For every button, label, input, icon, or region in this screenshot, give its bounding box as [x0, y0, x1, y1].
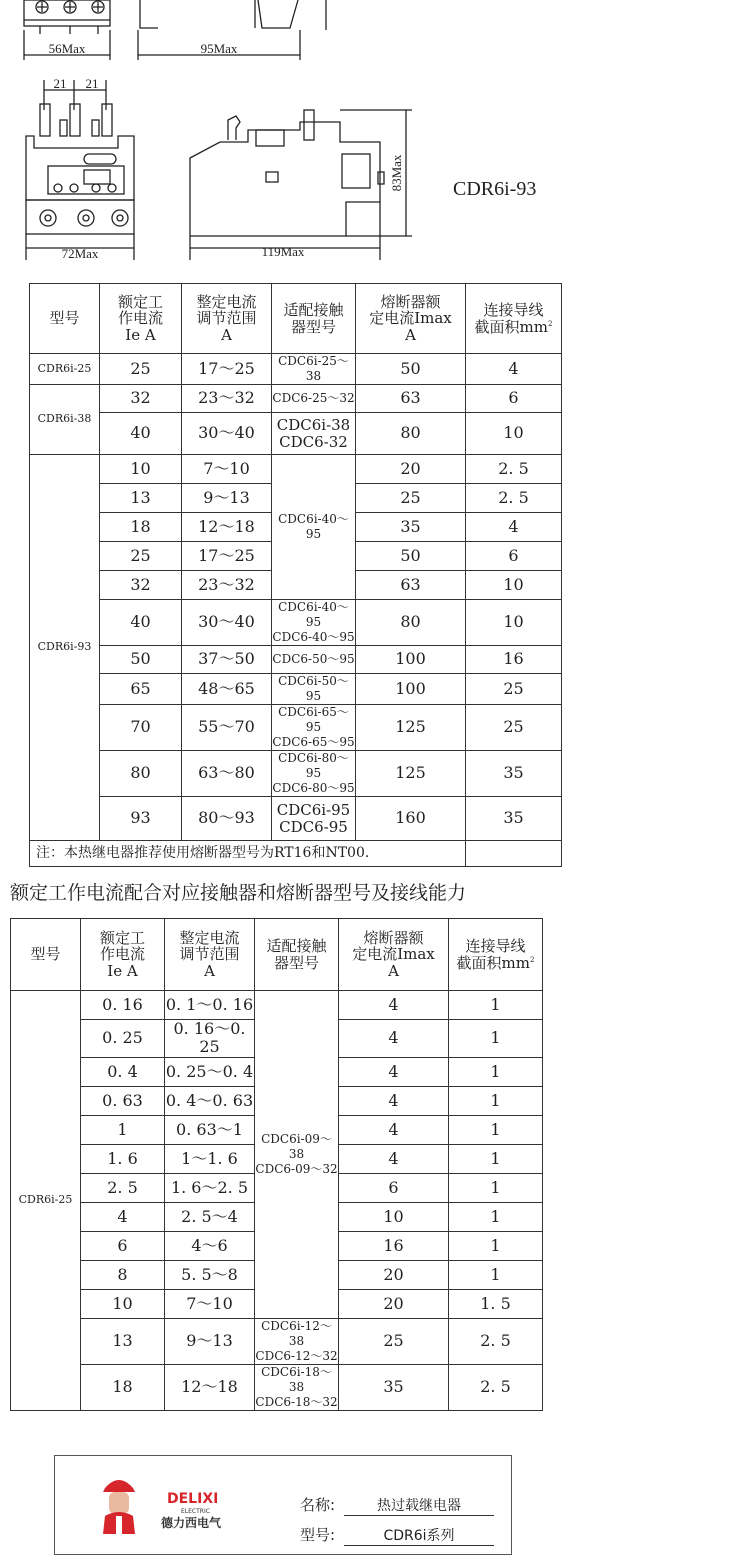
fuse-cell: 80 [356, 600, 466, 646]
range-cell: 17～25 [182, 354, 272, 385]
fuse-cell: 4 [339, 1115, 449, 1144]
wire-cell: 2. 5 [449, 1364, 543, 1410]
fuse-cell: 10 [339, 1202, 449, 1231]
ie-cell: 25 [100, 542, 182, 571]
ie-cell: 80 [100, 751, 182, 797]
wire-cell: 25 [466, 674, 562, 705]
brand-cn: 德力西电气 [161, 1516, 222, 1530]
table-header-row [30, 284, 562, 354]
wire-cell: 1 [449, 1115, 543, 1144]
range-cell: 1～1. 6 [165, 1144, 255, 1173]
spec-table-main [29, 283, 562, 867]
ie-cell: 1 [81, 1115, 165, 1144]
range-cell: 55～70 [182, 705, 272, 751]
header-rated-current: 额定工 作电流 Ie A [81, 919, 165, 991]
card-name-value: 热过载继电器 [344, 1495, 494, 1516]
wire-cell: 2. 5 [466, 455, 562, 484]
ie-cell: 8 [81, 1260, 165, 1289]
range-cell: 17～25 [182, 542, 272, 571]
wire-cell: 6 [466, 385, 562, 413]
fuse-cell: 20 [356, 455, 466, 484]
range-cell: 30～40 [182, 600, 272, 646]
table-row [30, 455, 562, 484]
wire-cell: 1 [449, 1231, 543, 1260]
ie-cell: 0. 63 [81, 1086, 165, 1115]
range-cell: 9～13 [165, 1318, 255, 1364]
fuse-cell: 100 [356, 646, 466, 674]
fuse-cell: 6 [339, 1173, 449, 1202]
fuse-cell: 35 [339, 1364, 449, 1410]
pitch-label-2: 21 [85, 76, 99, 91]
cdr93-depth-label: 119Max [261, 244, 305, 259]
top-dimension-drawing [0, 0, 750, 70]
wire-cell: 4 [466, 354, 562, 385]
wire-cell: 1 [449, 1173, 543, 1202]
card-name-row [300, 1494, 494, 1516]
ie-cell: 13 [100, 484, 182, 513]
fuse-cell: 35 [356, 513, 466, 542]
ie-cell: 32 [100, 571, 182, 600]
table-row [30, 385, 562, 413]
fuse-cell: 100 [356, 674, 466, 705]
range-cell: 80～93 [182, 797, 272, 841]
wire-cell: 1 [449, 1202, 543, 1231]
range-cell: 0. 25～0. 4 [165, 1057, 255, 1086]
header-fuse: 熔断器额 定电流Imax A [356, 284, 466, 354]
ie-cell: 50 [100, 646, 182, 674]
range-cell: 9～13 [182, 484, 272, 513]
ie-cell: 10 [81, 1289, 165, 1318]
wire-cell: 1 [449, 1057, 543, 1086]
wire-cell: 16 [466, 646, 562, 674]
table-row [30, 354, 562, 385]
ie-cell: 40 [100, 600, 182, 646]
wire-cell: 2. 5 [466, 484, 562, 513]
table-row [30, 600, 562, 646]
empty-cell [466, 841, 562, 867]
contactor-cell: CDC6i-25～38 [272, 354, 356, 385]
fuse-cell: 125 [356, 751, 466, 797]
header-model: 型号 [30, 284, 100, 354]
fuse-cell: 25 [339, 1318, 449, 1364]
fuse-cell: 63 [356, 385, 466, 413]
fuse-cell: 63 [356, 571, 466, 600]
contactor-cell: CDC6i-38 CDC6-32 [272, 413, 356, 455]
contactor-cell: CDC6i-80～95 CDC6-80～95 [272, 751, 355, 795]
header-rated-current: 额定工 作电流 Ie A [100, 284, 182, 354]
contactor-cell: CDC6i-18～38 CDC6-18～32 [255, 1364, 338, 1409]
wire-cell: 6 [466, 542, 562, 571]
wire-cell: 35 [466, 797, 562, 841]
range-cell: 23～32 [182, 385, 272, 413]
fuse-cell: 25 [356, 484, 466, 513]
contactor-cell: CDC6-50～95 [272, 646, 356, 674]
cdr93-height-label: 83Max [389, 154, 404, 192]
range-cell: 7～10 [165, 1289, 255, 1318]
ie-cell: 25 [100, 354, 182, 385]
table-note-row [30, 841, 562, 867]
ie-cell: 6 [81, 1231, 165, 1260]
range-cell: 2. 5～4 [165, 1202, 255, 1231]
table-row [30, 413, 562, 455]
range-cell: 0. 63～1 [165, 1115, 255, 1144]
ie-cell: 93 [100, 797, 182, 841]
wire-cell: 10 [466, 413, 562, 455]
header-model: 型号 [11, 919, 81, 991]
fuse-cell: 50 [356, 354, 466, 385]
ie-cell: 70 [100, 705, 182, 751]
ie-cell: 2. 5 [81, 1173, 165, 1202]
ie-cell: 10 [100, 455, 182, 484]
contactor-cell: CDC6i-09～38 CDC6-09～32 [255, 991, 339, 1319]
wire-cell: 35 [466, 751, 562, 797]
ie-cell: 0. 16 [81, 991, 165, 1020]
range-cell: 0. 1～0. 16 [165, 991, 255, 1020]
contactor-cell: CDC6i-40～95 CDC6-40～95 [272, 600, 355, 644]
header-contactor: 适配接触 器型号 [255, 919, 339, 991]
wire-cell: 10 [466, 571, 562, 600]
contactor-cell: CDC6i-50～95 [272, 674, 356, 705]
cdr93-width-label: 72Max [61, 246, 99, 261]
spec-table-cdr6i-25 [10, 918, 543, 1411]
wire-cell: 2. 5 [449, 1318, 543, 1364]
ie-cell: 32 [100, 385, 182, 413]
fuse-cell: 4 [339, 1086, 449, 1115]
fuse-cell: 4 [339, 991, 449, 1020]
ie-cell: 0. 25 [81, 1020, 165, 1058]
table-header-row [11, 919, 543, 991]
contactor-cell: CDC6i-65～95 CDC6-65～95 [272, 705, 355, 749]
ie-cell: 0. 4 [81, 1057, 165, 1086]
range-cell: 48～65 [182, 674, 272, 705]
product-label-card [54, 1455, 512, 1555]
wire-cell: 1 [449, 1260, 543, 1289]
top-depth-label: 95Max [200, 41, 238, 56]
fuse-cell: 20 [339, 1289, 449, 1318]
pitch-label-1: 21 [53, 76, 67, 91]
table-row [11, 1364, 543, 1410]
model-cell: CDR6i-93 [30, 455, 100, 841]
header-fuse: 熔断器额 定电流Imax A [339, 919, 449, 991]
ie-cell: 1. 6 [81, 1144, 165, 1173]
wire-cell: 25 [466, 705, 562, 751]
card-model-value: CDR6i系列 [344, 1525, 494, 1546]
table-note: 注：本热继电器推荐使用熔断器型号为RT16和NT00. [30, 841, 466, 867]
fuse-cell: 160 [356, 797, 466, 841]
header-wire: 连接导线 截面积$mm^2$ [466, 284, 562, 354]
fuse-cell: 20 [339, 1260, 449, 1289]
table-row [30, 705, 562, 751]
model-cell: CDR6i-25 [11, 991, 81, 1411]
worker-logo-icon [99, 1470, 139, 1534]
range-cell: 0. 4～0. 63 [165, 1086, 255, 1115]
ie-cell: 40 [100, 413, 182, 455]
table-row [30, 751, 562, 797]
wire-cell: 1 [449, 1086, 543, 1115]
range-cell: 1. 6～2. 5 [165, 1173, 255, 1202]
range-cell: 0. 16～0. 25 [165, 1020, 255, 1058]
ie-cell: 18 [100, 513, 182, 542]
cdr93-model-label: CDR6i-93 [453, 178, 537, 200]
contactor-cell: CDC6i-95 CDC6-95 [272, 797, 356, 841]
card-model-key: 型号: [300, 1526, 336, 1544]
range-cell: 4～6 [165, 1231, 255, 1260]
table-row [30, 797, 562, 841]
range-cell: 12～18 [182, 513, 272, 542]
fuse-cell: 4 [339, 1020, 449, 1058]
range-cell: 30～40 [182, 413, 272, 455]
model-cell: CDR6i-38 [30, 385, 100, 455]
range-cell: 63～80 [182, 751, 272, 797]
table-row [11, 991, 543, 1020]
ie-cell: 13 [81, 1318, 165, 1364]
fuse-cell: 4 [339, 1144, 449, 1173]
ie-cell: 4 [81, 1202, 165, 1231]
wire-cell: 10 [466, 600, 562, 646]
ie-cell: 65 [100, 674, 182, 705]
table-row [30, 646, 562, 674]
brand-sub: ELECTRIC [181, 1508, 210, 1515]
wire-cell: 1. 5 [449, 1289, 543, 1318]
wire-cell: 1 [449, 1020, 543, 1058]
card-model-row [300, 1524, 494, 1546]
wire-cell: 4 [466, 513, 562, 542]
range-cell: 7～10 [182, 455, 272, 484]
contactor-cell: CDC6i-40～95 [272, 455, 356, 600]
range-cell: 37～50 [182, 646, 272, 674]
header-wire: 连接导线 截面积$mm^2$ [449, 919, 543, 991]
card-name-key: 名称: [300, 1496, 336, 1514]
fuse-cell: 50 [356, 542, 466, 571]
contactor-cell: CDC6-25～32 [272, 385, 356, 413]
fuse-cell: 4 [339, 1057, 449, 1086]
fuse-cell: 16 [339, 1231, 449, 1260]
range-cell: 5. 5～8 [165, 1260, 255, 1289]
contactor-cell: CDC6i-12～38 CDC6-12～32 [255, 1318, 338, 1363]
fuse-cell: 125 [356, 705, 466, 751]
table-row [30, 674, 562, 705]
wire-cell: 1 [449, 1144, 543, 1173]
top-width-label: 56Max [48, 41, 86, 56]
table-row [11, 1318, 543, 1364]
header-setting-range: 整定电流 调节范围 A [182, 284, 272, 354]
ie-cell: 18 [81, 1364, 165, 1410]
fuse-cell: 80 [356, 413, 466, 455]
section-heading: 额定工作电流配合对应接触器和熔断器型号及接线能力 [10, 882, 467, 904]
model-cell: CDR6i-25 [30, 354, 100, 385]
range-cell: 12～18 [165, 1364, 255, 1410]
header-contactor: 适配接触 器型号 [272, 284, 356, 354]
wire-cell: 1 [449, 991, 543, 1020]
range-cell: 23～32 [182, 571, 272, 600]
header-setting-range: 整定电流 调节范围 A [165, 919, 255, 991]
cdr93-dimension-drawing [0, 70, 440, 262]
brand-name: DELIXI [167, 1491, 219, 1507]
